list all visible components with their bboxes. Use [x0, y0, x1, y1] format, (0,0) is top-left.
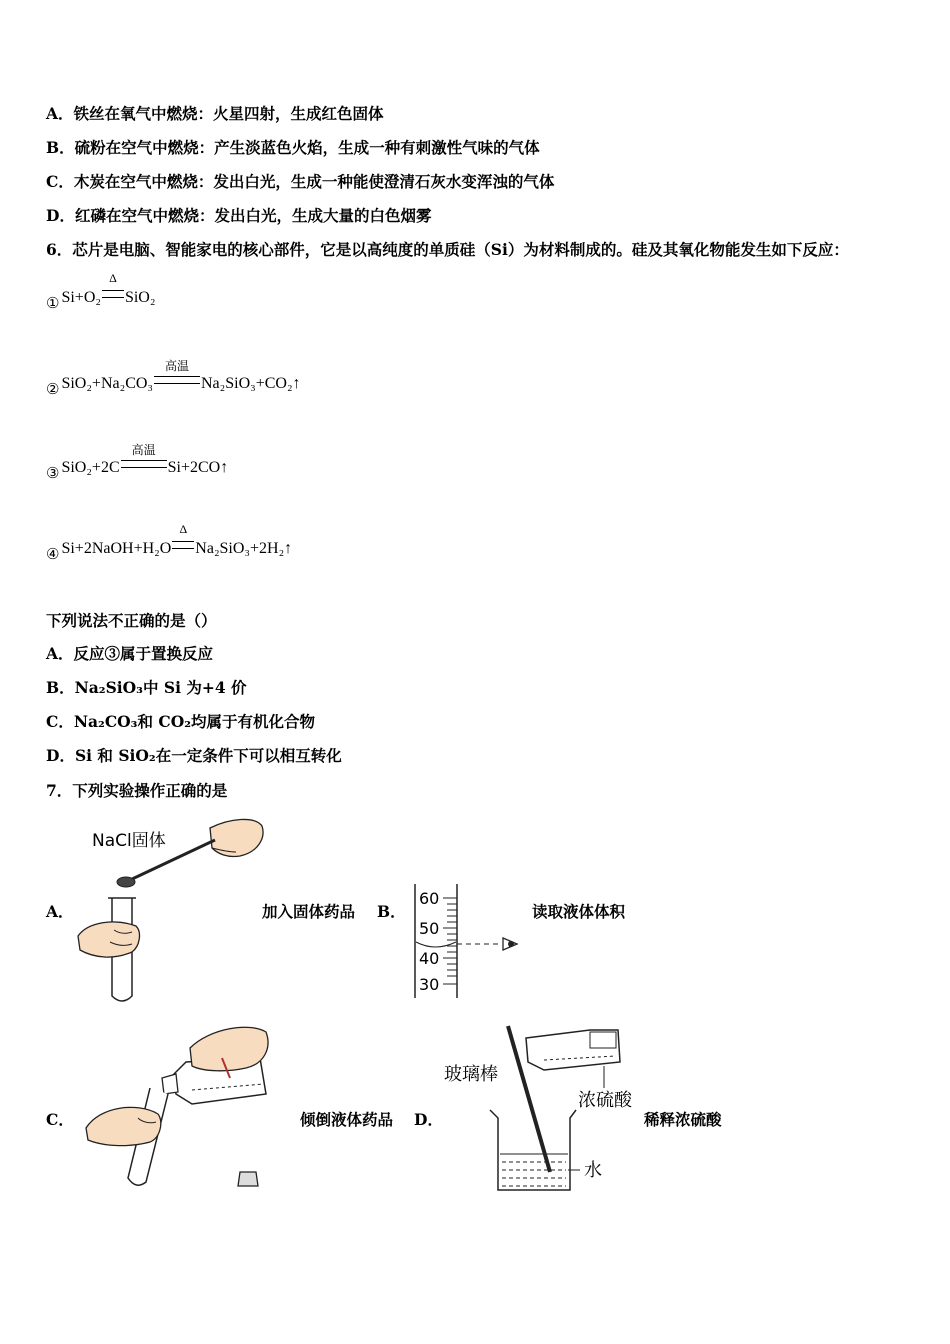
glass-rod-label: 玻璃棒: [444, 1064, 498, 1085]
nacl-label: NaCl固体: [92, 831, 166, 851]
q5-option-d: D．红磷在空气中燃烧：发出白光，生成大量的白色烟雾: [46, 206, 432, 225]
q7-option-a-letter: A．: [46, 902, 74, 921]
q6-option-d: D．Si 和 SiO₂在一定条件下可以相互转化: [46, 746, 342, 765]
reaction-2: ② SiO₂+Na₂CO₃ 高温 Na₂SiO₃+CO₂↑: [46, 359, 301, 398]
tick-40: 40: [419, 949, 440, 968]
q5-option-b: B．硫粉在空气中燃烧：产生淡蓝色火焰，生成一种有刺激性气味的气体: [46, 138, 540, 157]
q6-stem: 6．芯片是电脑、智能家电的核心部件，它是以高纯度的单质硅（Si）为材料制成的。硅及其氧化物能发生如下反应：: [46, 240, 849, 259]
q7-option-d-letter: D．: [414, 1110, 443, 1129]
figure-pour-liquid: [80, 1018, 280, 1194]
q6-question: 下列说法不正确的是（）: [46, 611, 217, 630]
q5-option-c: C．木炭在空气中燃烧：发出白光，生成一种能使澄清石灰水变浑浊的气体: [46, 172, 555, 191]
q6-option-c: C．Na₂CO₃和 CO₂均属于有机化合物: [46, 712, 315, 731]
water-label: 水: [584, 1160, 602, 1181]
acid-label: 浓硫酸: [578, 1090, 632, 1111]
q5-option-a: A．铁丝在氧气中燃烧：火星四射，生成红色固体: [46, 104, 384, 123]
tick-30: 30: [419, 975, 440, 994]
q7-option-b-caption: 读取液体体积: [532, 902, 626, 921]
tick-60: 60: [419, 889, 440, 908]
figure-add-solid: [70, 808, 270, 1008]
reaction-4: ④ Si+2NaOH+H₂O Δ Na₂SiO₃+2H₂↑: [46, 522, 293, 563]
q7-option-c-letter: C．: [46, 1110, 74, 1129]
figure-dilute-acid: [440, 1022, 640, 1194]
q7-stem: 7．下列实验操作正确的是: [46, 781, 228, 800]
reaction-1: ① Si+O₂ Δ SiO₂: [46, 271, 156, 312]
reaction-3: ③ SiO₂+2C 高温 Si+2CO↑: [46, 443, 229, 482]
tick-50: 50: [419, 919, 440, 938]
q7-option-a-caption: 加入固体药品: [262, 902, 356, 921]
figure-read-volume: [405, 880, 535, 1002]
q7-option-c-caption: 倾倒液体药品: [300, 1110, 394, 1129]
q7-option-d-caption: 稀释浓硫酸: [644, 1110, 722, 1129]
q7-option-b-letter: B．: [377, 902, 406, 921]
q6-option-b: B．Na₂SiO₃中 Si 为+4 价: [46, 678, 247, 697]
q6-option-a: A．反应③属于置换反应: [46, 644, 214, 663]
